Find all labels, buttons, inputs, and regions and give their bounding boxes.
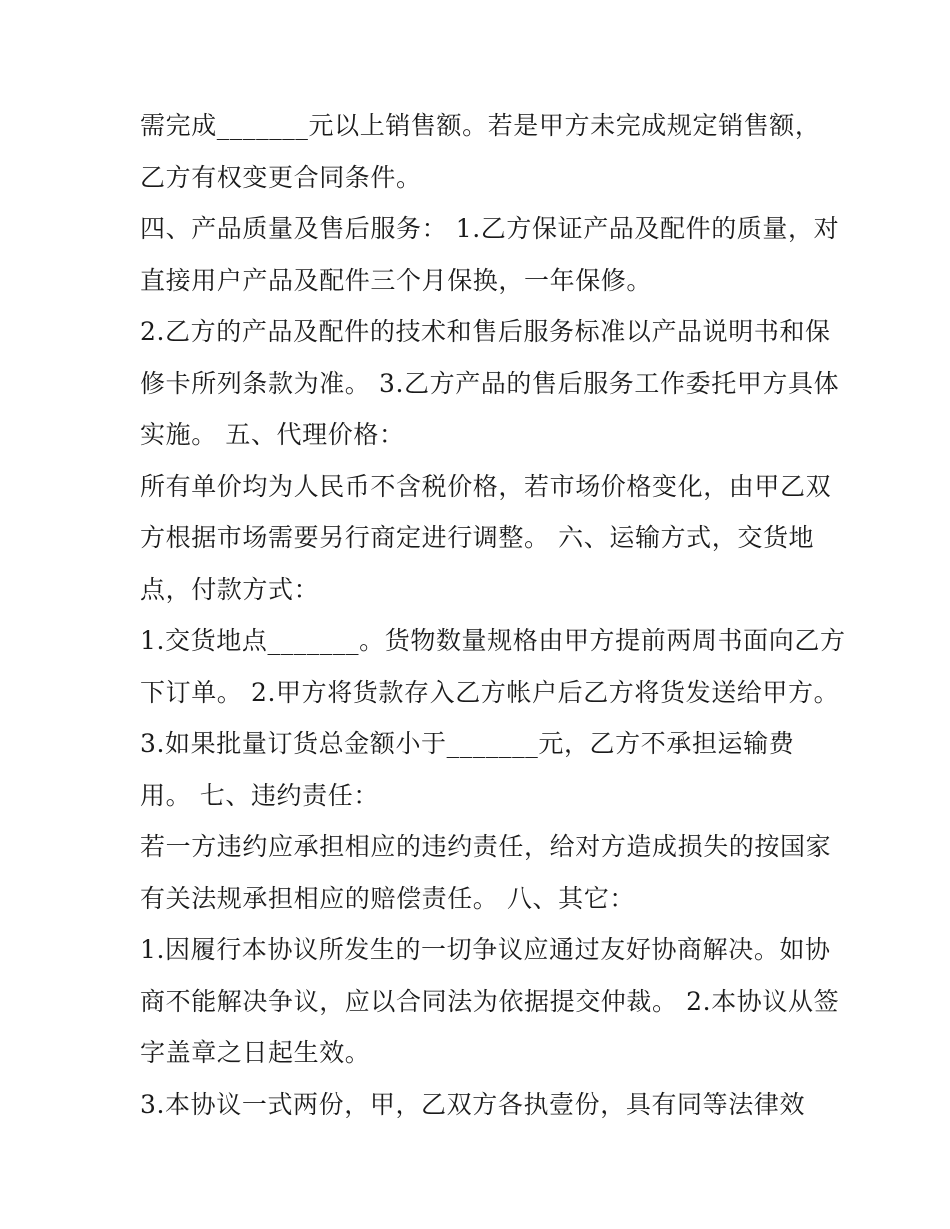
- text-line: 修卡所列条款为准。 3.乙方产品的售后服务工作委托甲方具体: [140, 368, 840, 398]
- text-line: 若一方违约应承担相应的违约责任，给对方造成损失的按国家: [140, 832, 832, 861]
- text-line: 所有单价均为人民币不含税价格，若市场价格变化，由甲乙双: [140, 471, 832, 501]
- text-line: 四、产品质量及售后服务： 1.乙方保证产品及配件的质量，对: [140, 214, 840, 243]
- text-line: 方根据市场需要另行商定进行调整。 六、运输方式，交货地: [140, 523, 815, 552]
- contract-body-text: [140, 100, 846, 1130]
- text-line: 用。 七、违约责任：: [140, 780, 379, 810]
- text-line: 需完成_______元以上销售额。若是甲方未完成规定销售额，: [140, 111, 821, 140]
- text-line: 1.交货地点_______。货物数量规格由甲方提前两周书面向乙方: [140, 626, 846, 655]
- text-line: 字盖章之日起生效。: [140, 1038, 371, 1067]
- text-line: 实施。 五、代理价格：: [140, 420, 405, 449]
- text-line: 有关法规承担相应的赔偿责任。 八、其它：: [140, 883, 635, 913]
- text-line: 直接用户产品及配件三个月保换，一年保修。: [140, 265, 653, 295]
- text-line: 乙方有权变更合同条件。: [140, 162, 422, 192]
- text-line: 点，付款方式：: [140, 574, 320, 604]
- text-line: 下订单。 2.甲方将货款存入乙方帐户后乙方将货发送给甲方。: [140, 677, 840, 707]
- text-line: 2.乙方的产品及配件的技术和售后服务标准以产品说明书和保: [140, 317, 831, 346]
- text-line: 3.本协议一式两份，甲，乙双方各执壹份，具有同等法律效: [140, 1089, 806, 1119]
- text-line: 商不能解决争议，应以合同法为依据提交仲裁。 2.本协议从签: [140, 986, 840, 1016]
- text-line: 1.因履行本协议所发生的一切争议应通过友好协商解决。如协: [140, 935, 831, 964]
- text-line: 3.如果批量订货总金额小于_______元，乙方不承担运输费: [140, 729, 795, 758]
